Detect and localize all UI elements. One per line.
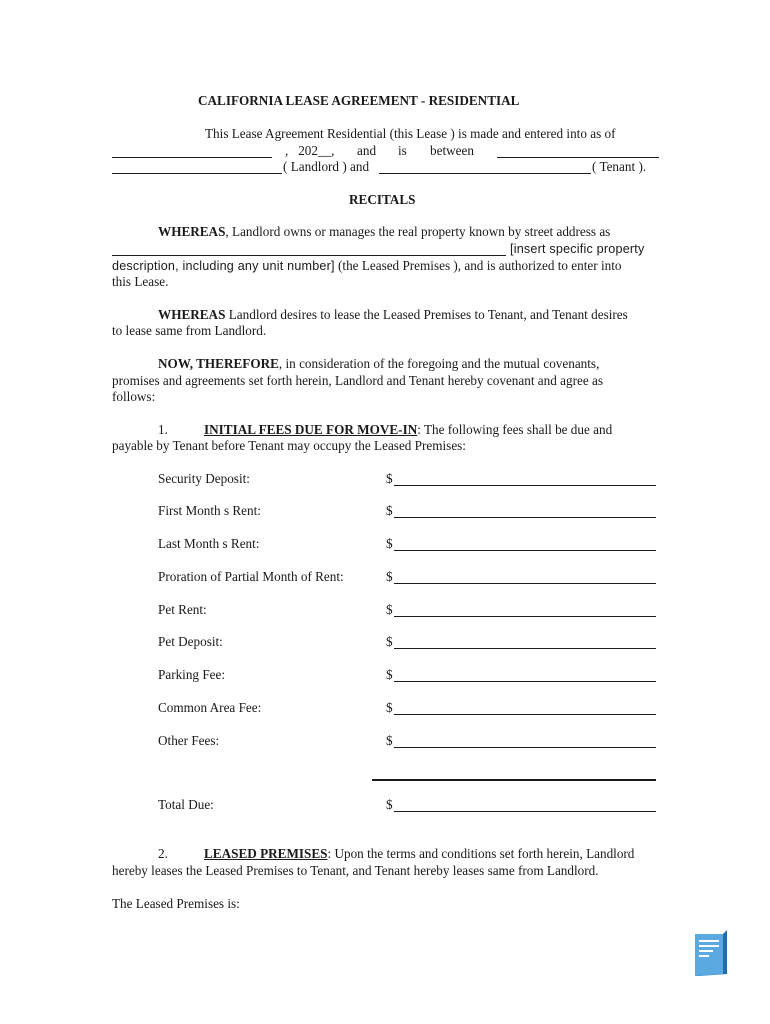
now-therefore-text: , in consideration of the foregoing and the mutual covenants, bbox=[278, 356, 600, 371]
intro-between: between bbox=[430, 143, 474, 158]
whereas1-text: , Landlord owns or manages the real property known by street address as bbox=[225, 224, 611, 239]
intro-is: is bbox=[398, 143, 407, 158]
whereas1-bold: WHEREAS bbox=[158, 224, 226, 239]
fee-label: Pet Deposit: bbox=[158, 634, 223, 649]
fee-currency: $ bbox=[386, 667, 393, 682]
fee-currency: $ bbox=[386, 700, 393, 715]
fee-amount-blank[interactable] bbox=[394, 616, 656, 617]
fee-currency: $ bbox=[386, 569, 393, 584]
section1-text: : The following fees shall be due and bbox=[417, 422, 613, 437]
fee-amount-blank[interactable] bbox=[394, 714, 656, 715]
whereas1-line-4: this Lease. bbox=[112, 274, 169, 289]
whereas2-line-1 bbox=[158, 307, 628, 323]
tenant-name-blank[interactable] bbox=[379, 173, 591, 174]
document-logo-icon bbox=[693, 928, 729, 978]
intro-line-1: This Lease Agreement Residential (this Lease ) is made and entered into as of bbox=[205, 126, 616, 141]
now-therefore-line-2: promises and agreements set forth herein, Landlord and Tenant hereby covenant and agree as bbox=[112, 373, 603, 388]
fee-amount-blank[interactable] bbox=[394, 747, 656, 748]
fee-label: Security Deposit: bbox=[158, 471, 250, 486]
section2-number: 2. bbox=[158, 846, 168, 861]
total-divider bbox=[372, 779, 656, 781]
fee-currency: $ bbox=[386, 471, 393, 486]
whereas1-line-3 bbox=[112, 258, 621, 274]
fee-currency: $ bbox=[386, 634, 393, 649]
recitals-heading: RECITALS bbox=[349, 192, 416, 207]
intro-and: and bbox=[357, 143, 377, 158]
fee-label: Pet Rent: bbox=[158, 602, 207, 617]
fee-amount-blank[interactable] bbox=[394, 550, 656, 551]
section1-heading: INITIAL FEES DUE FOR MOVE-IN bbox=[204, 422, 418, 437]
whereas2-line-2: to lease same from Landlord. bbox=[112, 323, 267, 338]
intro-tenant: ( Tenant ). bbox=[592, 159, 647, 174]
whereas1-insert: [insert specific property bbox=[510, 242, 645, 256]
whereas2-text: Landlord desires to lease the Leased Premises to Tenant, and Tenant desires bbox=[225, 307, 628, 322]
fee-label: Other Fees: bbox=[158, 733, 220, 748]
fee-currency: $ bbox=[386, 503, 393, 518]
now-therefore-line-1 bbox=[158, 356, 657, 372]
section2-line-2: hereby leases the Leased Premises to Tenant, and Tenant hereby leases same from Landlord. bbox=[112, 863, 599, 878]
section1-number: 1. bbox=[158, 422, 168, 437]
total-label: Total Due: bbox=[158, 797, 214, 812]
section1-line-1 bbox=[204, 422, 612, 438]
whereas1-desc: description, including any unit number] bbox=[112, 259, 335, 273]
total-amount-blank[interactable] bbox=[394, 811, 656, 812]
fee-label: Common Area Fee: bbox=[158, 700, 262, 715]
fee-label: Parking Fee: bbox=[158, 667, 226, 682]
whereas1-line-1 bbox=[158, 224, 610, 240]
fee-label: Proration of Partial Month of Rent: bbox=[158, 569, 344, 584]
now-therefore-bold: NOW, THEREFORE bbox=[158, 356, 279, 371]
fee-amount-blank[interactable] bbox=[394, 485, 656, 486]
intro-year: , 202__, bbox=[285, 143, 335, 158]
section1-line-2: payable by Tenant before Tenant may occupy the Leased Premises: bbox=[112, 438, 466, 453]
fee-currency: $ bbox=[386, 733, 393, 748]
document-title: CALIFORNIA LEASE AGREEMENT - RESIDENTIAL bbox=[198, 93, 520, 108]
total-currency: $ bbox=[386, 797, 393, 812]
fee-amount-blank[interactable] bbox=[394, 648, 656, 649]
fee-amount-blank[interactable] bbox=[394, 583, 656, 584]
landlord-name-blank-2[interactable] bbox=[112, 173, 282, 174]
fee-currency: $ bbox=[386, 536, 393, 551]
leased-premises-is: The Leased Premises is: bbox=[112, 896, 240, 911]
fee-label: First Month s Rent: bbox=[158, 503, 261, 518]
whereas2-bold: WHEREAS bbox=[158, 307, 226, 322]
fee-label: Last Month s Rent: bbox=[158, 536, 260, 551]
now-therefore-line-3: follows: bbox=[112, 389, 156, 404]
date-blank[interactable] bbox=[112, 157, 272, 158]
intro-landlord: ( Landlord ) and bbox=[283, 159, 370, 174]
fee-amount-blank[interactable] bbox=[394, 517, 656, 518]
landlord-name-blank-1[interactable] bbox=[497, 157, 659, 158]
section2-line-1 bbox=[204, 846, 634, 862]
whereas1-line3-text: (the Leased Premises ), and is authorized to enter into bbox=[334, 258, 622, 273]
section2-heading: LEASED PREMISES bbox=[204, 846, 328, 861]
section2-text: : Upon the terms and conditions set forth herein, Landlord bbox=[327, 846, 635, 861]
fee-amount-blank[interactable] bbox=[394, 681, 656, 682]
fee-currency: $ bbox=[386, 602, 393, 617]
property-address-blank[interactable] bbox=[112, 255, 506, 256]
